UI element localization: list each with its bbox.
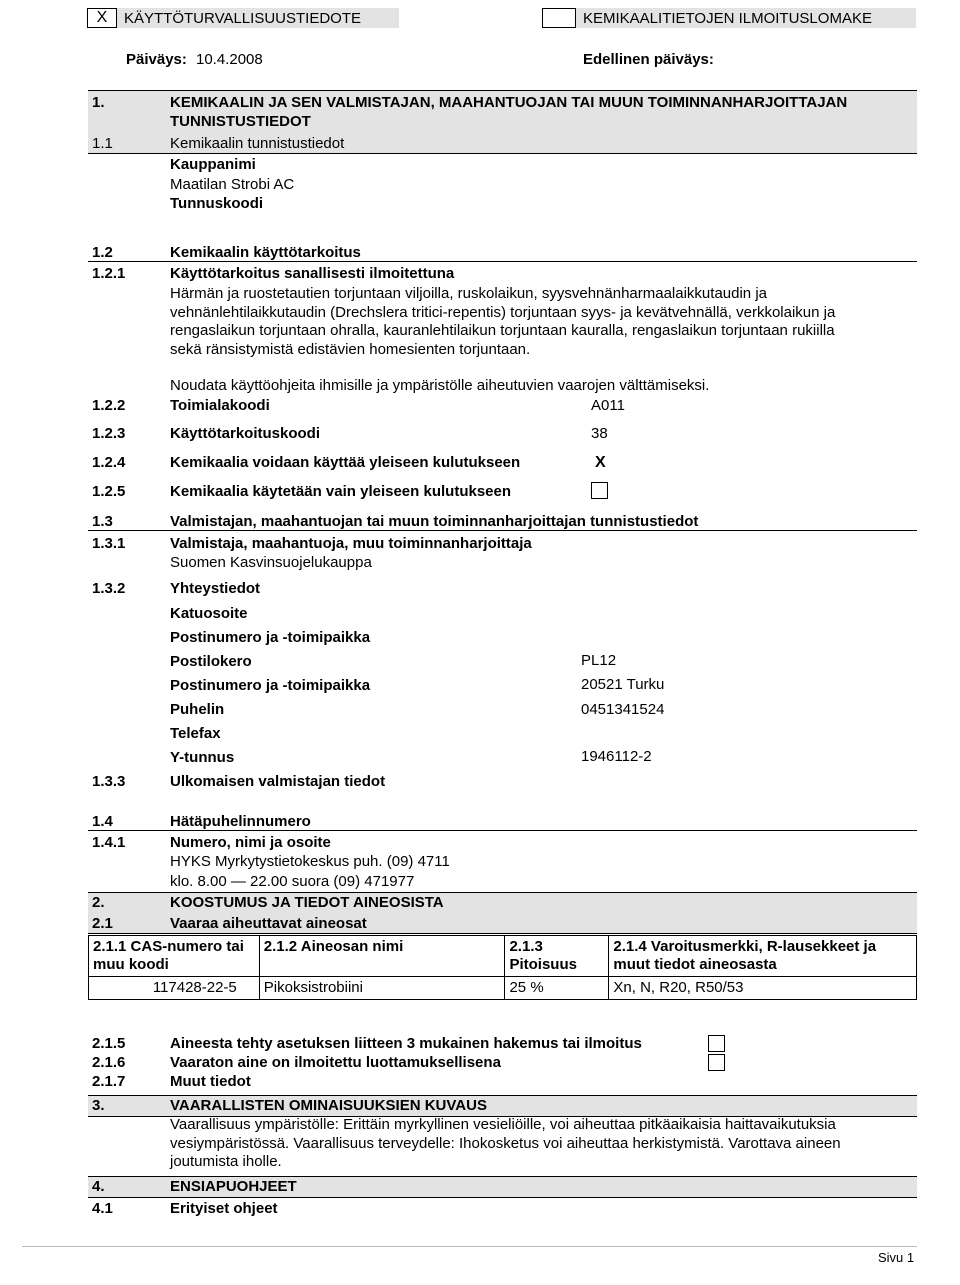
section-1-title-line1: KEMIKAALIN JA SEN VALMISTAJAN, MAAHANTUOJAN TAI MUUN TOIMINNANHARJOITTAJAN bbox=[170, 94, 848, 111]
section-3-title: VAARALLISTEN OMINAISUUKSIEN KUVAUS bbox=[170, 1097, 487, 1114]
section-1-2-number: 1.2 bbox=[92, 244, 113, 261]
section-1-2-1-title: Käyttötarkoitus sanallisesti ilmoitettuna bbox=[170, 265, 455, 282]
table-header-cell: 2.1.4 Varoitusmerkki, R-lausekkeet ja muut tiedot aineosasta bbox=[609, 936, 917, 977]
contact-value: 20521 Turku bbox=[581, 676, 665, 693]
section-1-4-title: Hätäpuhelinnumero bbox=[170, 813, 311, 830]
table-header-row bbox=[89, 936, 917, 977]
section-4-1-number: 4.1 bbox=[92, 1200, 113, 1217]
section-4-number: 4. bbox=[92, 1178, 105, 1195]
section-1-number: 1. bbox=[92, 94, 105, 111]
confidential-checkbox[interactable] bbox=[708, 1054, 725, 1071]
section-1-3-title: Valmistajan, maahantuojan tai muun toiminnanharjoittajan tunnistustiedot bbox=[170, 513, 699, 530]
section-2-title: KOOSTUMUS JA TIEDOT AINEOSISTA bbox=[170, 894, 444, 911]
usage-note: Noudata käyttöohjeita ihmisille ja ympäristölle aiheutuvien vaarojen välttämiseksi. bbox=[170, 377, 710, 394]
usage-code-value: 38 bbox=[591, 425, 608, 442]
contact-label: Katuosoite bbox=[170, 605, 248, 622]
table-header-cell: 2.1.2 Aineosan nimi bbox=[259, 936, 505, 977]
section-1-1-title: Kemikaalin tunnistustiedot bbox=[170, 135, 345, 152]
section-2-1-6-number: 2.1.6 bbox=[92, 1054, 126, 1071]
section-2-1-5-label: Aineesta tehty asetuksen liitteen 3 mukainen hakemus tai ilmoitus bbox=[170, 1035, 642, 1052]
table-row bbox=[89, 977, 917, 1000]
industry-code-value: A011 bbox=[591, 397, 625, 414]
section-1-2-title: Kemikaalin käyttötarkoitus bbox=[170, 244, 361, 261]
public-use-only-label: Kemikaalia käytetään vain yleiseen kulutukseen bbox=[170, 483, 512, 500]
trade-name-value: Maatilan Strobi AC bbox=[170, 176, 295, 193]
section-1-2-1-number: 1.2.1 bbox=[92, 265, 126, 282]
section-4-1-title: Erityiset ohjeet bbox=[170, 1200, 278, 1217]
contact-label: Postinumero ja -toimipaikka bbox=[170, 677, 371, 694]
contact-label: Telefax bbox=[170, 725, 221, 742]
usage-description bbox=[170, 285, 915, 359]
usage-line: sekä ränsistymistä edistävien homesienten torjuntaan. bbox=[170, 340, 531, 358]
header-right-checkbox[interactable] bbox=[542, 8, 576, 28]
manufacturer-name: Suomen Kasvinsuojelukauppa bbox=[170, 554, 372, 571]
section-2-1-7-label: Muut tiedot bbox=[170, 1073, 251, 1090]
table-cell: Xn, N, R20, R50/53 bbox=[609, 977, 917, 1000]
previous-date-label: Edellinen päiväys: bbox=[583, 51, 714, 68]
hazard-description bbox=[170, 1116, 915, 1172]
emergency-line-2: klo. 8.00 — 22.00 suora (09) 471977 bbox=[170, 873, 415, 890]
section-3-number: 3. bbox=[92, 1097, 105, 1114]
section-1-title-line2: TUNNISTUSTIEDOT bbox=[170, 113, 311, 130]
page-number: Sivu 1 bbox=[878, 1250, 915, 1265]
contact-label: Y-tunnus bbox=[170, 749, 235, 766]
section-2-number: 2. bbox=[92, 894, 105, 911]
section-1-4-1-number: 1.4.1 bbox=[92, 834, 126, 851]
section-1-2-2-number: 1.2.2 bbox=[92, 397, 126, 414]
table-cell: 25 % bbox=[505, 977, 609, 1000]
header-right-title: KEMIKAALITIETOJEN ILMOITUSLOMAKE bbox=[583, 10, 872, 27]
contact-value: 0451341524 bbox=[581, 701, 665, 718]
footer-rule bbox=[22, 1246, 917, 1247]
section-2-1-5-number: 2.1.5 bbox=[92, 1035, 126, 1052]
section-4-title: ENSIAPUOHJEET bbox=[170, 1178, 297, 1195]
usage-line: Härmän ja ruostetautien torjuntaan viljoilla, ruskolaikun, syysvehnänharmaalaikkutaudin ja bbox=[170, 285, 767, 302]
hazard-line: Vaarallisuus ympäristölle: Erittäin myrkyllinen vesieliöille, voi aiheuttaa pitkäaikaisia haittavaikutuksia bbox=[170, 1116, 836, 1133]
contact-label: Postilokero bbox=[170, 653, 252, 670]
table-header-cell: 2.1.3 Pitoisuus bbox=[505, 936, 609, 977]
contact-label: Postinumero ja -toimipaikka bbox=[170, 629, 371, 646]
trade-name-label: Kauppanimi bbox=[170, 156, 256, 173]
public-use-allowed-mark[interactable]: X bbox=[595, 454, 606, 471]
section-1-3-2-title: Yhteystiedot bbox=[170, 580, 261, 597]
section-1-1-number: 1.1 bbox=[92, 135, 113, 152]
section-1-2-4-number: 1.2.4 bbox=[92, 454, 126, 471]
section-1-3-1-title: Valmistaja, maahantuoja, muu toiminnanharjoittaja bbox=[170, 535, 532, 552]
contact-value: 1946112-2 bbox=[581, 748, 652, 765]
table-cell: Pikoksistrobiini bbox=[259, 977, 505, 1000]
section-1-2-3-number: 1.2.3 bbox=[92, 425, 126, 442]
hazard-line: vesiympäristössä. Vaarallisuus terveydelle: Ihokosketus voi aiheuttaa herkistymistä. Varottava aineen bbox=[170, 1134, 841, 1152]
code-label: Tunnuskoodi bbox=[170, 195, 264, 212]
section-2-1-6-label: Vaaraton aine on ilmoitettu luottamuksellisena bbox=[170, 1054, 501, 1071]
components-table bbox=[88, 935, 917, 1000]
contact-label: Puhelin bbox=[170, 701, 225, 718]
public-use-allowed-label: Kemikaalia voidaan käyttää yleiseen kulutukseen bbox=[170, 454, 521, 471]
application-checkbox[interactable] bbox=[708, 1035, 725, 1052]
section-1-3-2-number: 1.3.2 bbox=[92, 580, 126, 597]
usage-line: vehnänlehtilaikkutaudin (Drechslera tritici-repentis) torjuntaan syys- ja kevätvehnällä, verkkolaikun ja bbox=[170, 303, 836, 321]
header-left-title: KÄYTTÖTURVALLISUUSTIEDOTE bbox=[124, 10, 361, 27]
section-2-1-7-number: 2.1.7 bbox=[92, 1073, 126, 1090]
contact-value: PL12 bbox=[581, 652, 617, 669]
section-2-1-title: Vaaraa aiheuttavat aineosat bbox=[170, 915, 367, 932]
industry-code-label: Toimialakoodi bbox=[170, 397, 270, 414]
section-1-3-3-number: 1.3.3 bbox=[92, 773, 126, 790]
date-value: 10.4.2008 bbox=[196, 51, 263, 68]
header-left-checkbox[interactable]: X bbox=[87, 8, 117, 28]
emergency-line-1: HYKS Myrkytystietokeskus puh. (09) 4711 bbox=[170, 853, 450, 870]
section-1-4-number: 1.4 bbox=[92, 813, 113, 830]
public-use-only-checkbox[interactable] bbox=[591, 482, 608, 499]
date-label: Päiväys: bbox=[126, 51, 187, 68]
table-cell: 117428-22-5 bbox=[89, 977, 260, 1000]
usage-code-label: Käyttötarkoituskoodi bbox=[170, 425, 321, 442]
section-1-3-number: 1.3 bbox=[92, 513, 113, 530]
section-1-2-5-number: 1.2.5 bbox=[92, 483, 126, 500]
section-1-3-1-number: 1.3.1 bbox=[92, 535, 126, 552]
section-1-4-1-title: Numero, nimi ja osoite bbox=[170, 834, 331, 851]
usage-line: rengaslaikun torjuntaan ohralla, kauranlehtilaikun torjuntaan kauralla, rengaslaikun torjuntaan rukiilla bbox=[170, 322, 835, 339]
table-header-cell: 2.1.1 CAS-numero tai muu koodi bbox=[89, 936, 260, 977]
hazard-line: joutumista iholle. bbox=[170, 1153, 282, 1170]
section-1-3-3-title: Ulkomaisen valmistajan tiedot bbox=[170, 773, 386, 790]
section-2-1-number: 2.1 bbox=[92, 915, 113, 932]
